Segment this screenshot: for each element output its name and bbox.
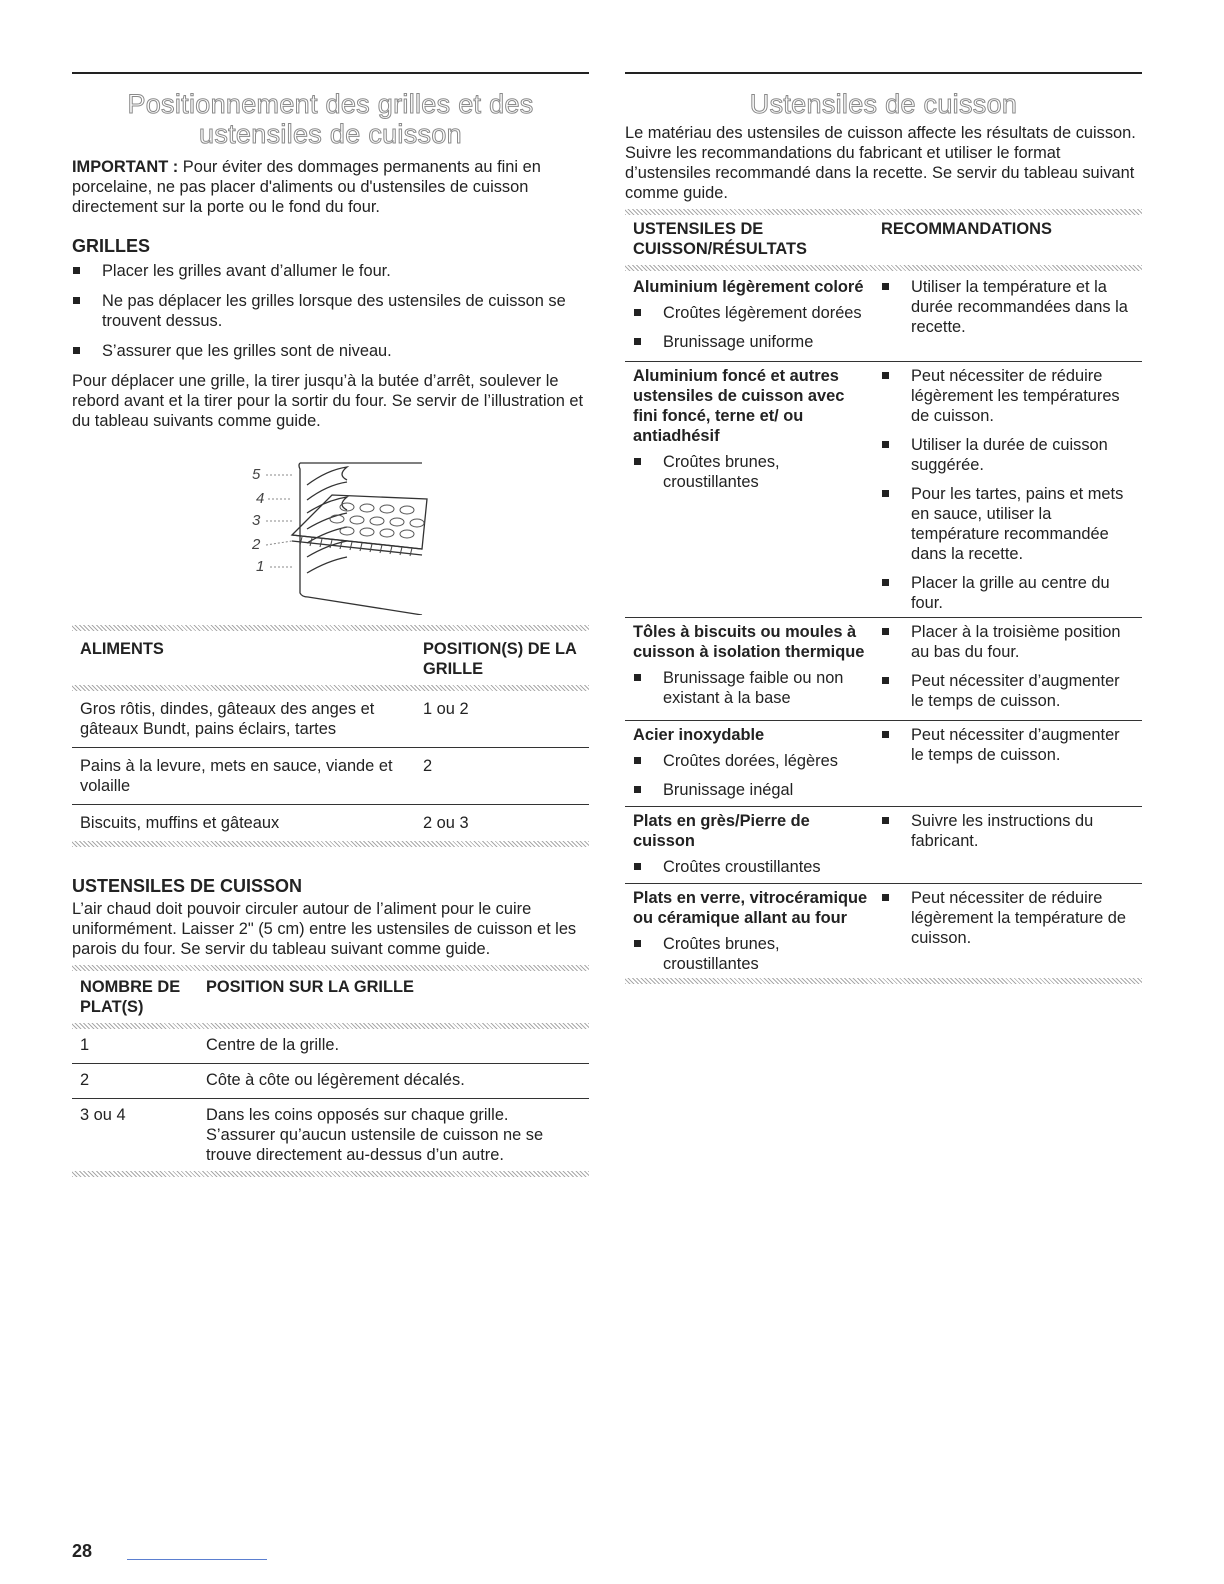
aliments-table — [72, 639, 589, 685]
grilles-list — [72, 261, 589, 361]
important-label: IMPORTANT : — [72, 158, 179, 176]
cookware-cell — [625, 271, 881, 361]
cookware-cell — [625, 807, 881, 883]
recommendations-cell — [881, 807, 1142, 883]
important-text: Pour éviter des dommages permanents au fini en porcelaine, ne pas placer d'aliments ou d'ustensiles de cuisson directement sur la porte ou le fond du four. — [72, 158, 541, 216]
cookware-top-hatch — [625, 209, 1142, 215]
cookware-table-header — [625, 219, 1142, 265]
table-header: RECOMMANDATIONS — [881, 220, 1052, 238]
list-item: Suivre les instructions du fabricant. — [881, 811, 1134, 851]
table-cell: Biscuits, muffins et gâteaux — [80, 814, 280, 832]
list-item: Peut nécessiter d’augmenter le temps de cuisson. — [881, 671, 1134, 711]
rack-label-5: 5 — [252, 466, 261, 483]
cookware-cell — [625, 721, 881, 806]
list-item: Croûtes brunes, croustillantes — [633, 934, 873, 974]
table-cell: 1 — [80, 1036, 90, 1054]
table-row — [72, 748, 589, 804]
list-item: Brunissage uniforme — [633, 332, 873, 352]
rack-label-2: 2 — [252, 536, 261, 553]
table-cell: Côte à côte ou légèrement décalés. — [206, 1071, 465, 1089]
list-item: Brunissage inégal — [633, 780, 873, 800]
table-row — [625, 884, 1142, 978]
grilles-paragraph: Pour déplacer une grille, la tirer jusqu’à la butée d’arrêt, soulever le rebord avant et la tirer pour la sortir du four. Se servir de l’illustration et du tableau suivants comme guide. — [72, 372, 584, 430]
table-row — [72, 1029, 589, 1063]
aliments-table-body — [72, 805, 589, 841]
table-header-row — [72, 639, 589, 685]
cookware-name: Acier inoxydable — [633, 726, 765, 744]
table-header: POSITION SUR LA GRILLE — [206, 978, 414, 996]
cookware-cell — [625, 362, 881, 617]
left-top-rule — [72, 72, 589, 74]
list-item: Placer la grille au centre du four. — [881, 573, 1134, 613]
list-item: Peut nécessiter de réduire légèrement la température de cuisson. — [881, 888, 1134, 948]
footer-line — [127, 1559, 267, 1560]
table-cell: Centre de la grille. — [206, 1036, 340, 1054]
list-item: Placer à la troisième position au bas du four. — [881, 622, 1134, 662]
recommendations-cell — [881, 271, 1142, 361]
right-top-rule — [625, 72, 1142, 74]
cookware-row — [625, 362, 1142, 617]
cookware-row — [625, 618, 1142, 720]
table1-top-hatch — [72, 625, 589, 631]
left-column — [72, 72, 589, 1177]
table-cell: 2 ou 3 — [423, 814, 469, 832]
ustensiles-paragraph: L’air chaud doit pouvoir circuler autour de l’aliment pour le cuire uniformément. Laisser 2" (5 cm) entre les ustensiles de cuisson et les parois du four. Se servir du tableau suivant comme guide. — [72, 900, 577, 958]
cookware-cell — [625, 618, 881, 720]
table-cell: 3 ou 4 — [80, 1106, 126, 1124]
cookware-name: Plats en grès/Pierre de cuisson — [633, 812, 810, 850]
list-item: Peut nécessiter d’augmenter le temps de cuisson. — [881, 725, 1134, 765]
table-cell: Dans les coins opposés sur chaque grille. S’assurer qu’aucun ustensile de cuisson ne se trouve directement au-dessus d’un autre. — [206, 1106, 544, 1164]
list-item: Croûtes légèrement dorées — [633, 303, 873, 323]
table-cell: Gros rôtis, dindes, gâteaux des anges et gâteaux Bundt, pains éclairs, tartes — [80, 700, 375, 738]
recommendations-cell — [881, 618, 1142, 720]
table-header: POSITION(S) DE LA GRILLE — [423, 640, 577, 678]
plats-table-body — [72, 1064, 589, 1098]
important-note — [72, 157, 589, 217]
left-section-title: Positionnement des grilles et des ustensiles de cuisson — [127, 89, 534, 149]
cookware-row — [625, 271, 1142, 361]
recommendations-cell — [881, 362, 1142, 617]
right-column — [625, 72, 1142, 984]
table-row — [72, 1099, 589, 1171]
cookware-name: Tôles à biscuits ou moules à cuisson à isolation thermique — [633, 623, 865, 661]
list-item: Pour les tartes, pains et mets en sauce, utiliser la température recommandée dans la recette. — [881, 484, 1134, 564]
cookware-name: Aluminium foncé et autres ustensiles de cuisson avec fini foncé, terne et/ ou antiadhésif — [633, 367, 845, 445]
list-item: Brunissage faible ou non existant à la base — [633, 668, 873, 708]
cookware-row — [625, 807, 1142, 883]
table-cell: 2 — [423, 757, 433, 775]
table2-top-hatch — [72, 965, 589, 971]
aliments-table-body — [72, 748, 589, 804]
cookware-cell — [625, 884, 881, 978]
table-header: NOMBRE DE PLAT(S) — [80, 978, 181, 1016]
table-row — [625, 618, 1142, 720]
table-row — [625, 721, 1142, 806]
plats-table — [72, 977, 589, 1023]
oven-rack-figure — [72, 445, 589, 615]
list-item: Utiliser la durée de cuisson suggérée. — [881, 435, 1134, 475]
table-header: USTENSILES DE CUISSON/RÉSULTATS — [633, 220, 807, 258]
oven-rack-illustration — [252, 445, 512, 615]
table-row — [625, 271, 1142, 361]
table1-bottom-hatch — [72, 841, 589, 847]
rack-label-3: 3 — [252, 512, 261, 529]
table-cell: 1 ou 2 — [423, 700, 469, 718]
cookware-name: Plats en verre, vitrocéramique ou céramique allant au four — [633, 889, 868, 927]
grilles-heading: GRILLES — [72, 236, 151, 256]
recommendations-cell — [881, 884, 1142, 978]
recommendations-cell — [881, 721, 1142, 806]
table-cell: 2 — [80, 1071, 90, 1089]
aliments-table-body — [72, 691, 589, 747]
table-row — [72, 805, 589, 841]
list-item: Utiliser la température et la durée recommandées dans la recette. — [881, 277, 1134, 337]
list-item: Peut nécessiter de réduire légèrement les températures de cuisson. — [881, 366, 1134, 426]
right-intro: Le matériau des ustensiles de cuisson affecte les résultats de cuisson. Suivre les recommandations du fabricant et utiliser le format d’ustensiles recommandé dans la recette. Se servir du tableau suivant comme guide. — [625, 124, 1136, 202]
list-item: S’assurer que les grilles sont de niveau. — [72, 341, 589, 361]
table-header: ALIMENTS — [80, 640, 164, 658]
table-header-row — [72, 977, 589, 1023]
rack-label-1: 1 — [256, 558, 265, 575]
list-item: Croûtes croustillantes — [633, 857, 873, 877]
cookware-row — [625, 884, 1142, 978]
page-number: 28 — [72, 1541, 93, 1561]
table-row — [72, 1064, 589, 1098]
table-header-row — [625, 219, 1142, 265]
plats-table-body — [72, 1099, 589, 1171]
ustensiles-heading: USTENSILES DE CUISSON — [72, 876, 303, 896]
plats-table-body — [72, 1029, 589, 1063]
table-row — [72, 691, 589, 747]
table2-bottom-hatch — [72, 1171, 589, 1177]
table-row — [625, 807, 1142, 883]
table-cell: Pains à la levure, mets en sauce, viande et volaille — [80, 757, 393, 795]
rack-label-4: 4 — [256, 490, 265, 507]
list-item: Croûtes brunes, croustillantes — [633, 452, 873, 492]
cookware-bottom-hatch — [625, 978, 1142, 984]
cookware-name: Aluminium légèrement coloré — [633, 278, 864, 296]
list-item: Croûtes dorées, légères — [633, 751, 873, 771]
table-row — [625, 362, 1142, 617]
list-item: Ne pas déplacer les grilles lorsque des ustensiles de cuisson se trouvent dessus. — [72, 291, 589, 331]
list-item: Placer les grilles avant d’allumer le four. — [72, 261, 589, 281]
right-section-title: Ustensiles de cuisson — [749, 89, 1018, 119]
cookware-row — [625, 721, 1142, 806]
